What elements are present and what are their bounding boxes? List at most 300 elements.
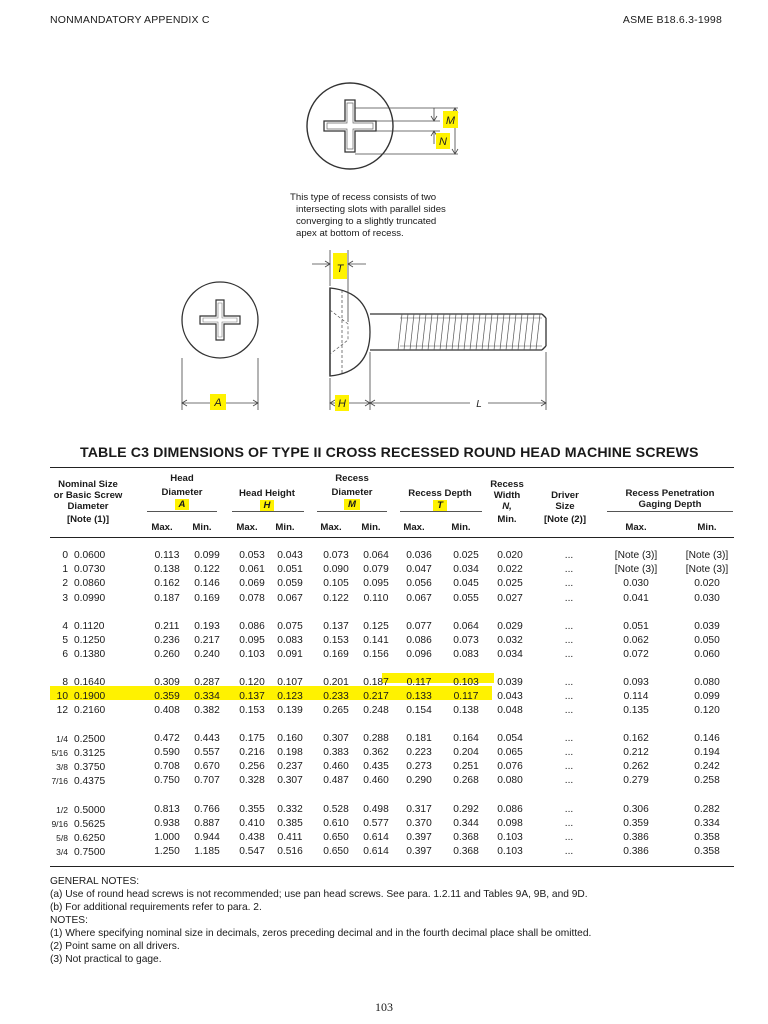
cell-m-min: 0.187 <box>363 677 389 688</box>
cell-p-min: 0.099 <box>694 691 720 702</box>
size-number: 9/16 <box>51 819 68 829</box>
recess-note-line: apex at bottom of recess. <box>296 228 404 239</box>
cell-h-min: 0.160 <box>277 733 303 744</box>
cell-t-min: 0.368 <box>453 832 479 843</box>
cell-n-min: 0.080 <box>497 775 523 786</box>
cell-m-min: 0.110 <box>363 593 389 604</box>
cell-h-min: 0.123 <box>277 691 303 702</box>
dim-label-l: L <box>476 399 482 410</box>
dim-label-t: T <box>336 263 344 275</box>
size-number: 5/8 <box>56 833 68 843</box>
cell-m-min: 0.498 <box>363 804 389 815</box>
cell-m-max: 0.122 <box>323 593 349 604</box>
cell-nominal-size <box>48 577 128 591</box>
cell-t-min: 0.025 <box>453 550 479 561</box>
cell-m-min: 0.248 <box>363 705 389 716</box>
cell-n-min: 0.025 <box>497 578 523 589</box>
table-row <box>0 831 768 845</box>
cell-driver: ... <box>564 804 574 815</box>
cell-t-max: 0.056 <box>406 578 432 589</box>
cell-t-max: 0.370 <box>406 818 432 829</box>
thread-lines <box>398 314 540 350</box>
dim-label-m: M <box>445 115 456 127</box>
cell-m-max: 0.233 <box>323 691 349 702</box>
cell-p-max: 0.359 <box>623 818 649 829</box>
table-bottom-rule <box>50 866 734 867</box>
cell-t-min: 0.055 <box>453 593 479 604</box>
cell-p-min: 0.020 <box>694 578 720 589</box>
cell-a-min: 0.287 <box>194 677 220 688</box>
cell-driver: ... <box>564 677 574 688</box>
cell-a-min: 0.146 <box>194 578 220 589</box>
cell-m-max: 0.153 <box>323 635 349 646</box>
appendix-header: NONMANDATORY APPENDIX C <box>50 14 210 26</box>
cell-p-max: 0.262 <box>623 761 649 772</box>
cell-m-min: 0.064 <box>363 550 389 561</box>
cell-p-min: 0.334 <box>694 818 720 829</box>
table-row <box>0 549 768 563</box>
cell-h-min: 0.051 <box>277 564 303 575</box>
recess-description <box>290 192 520 240</box>
header-head-diameter: Head Diameter A <box>161 473 203 510</box>
cell-t-min: 0.164 <box>453 733 479 744</box>
cell-driver: ... <box>564 649 574 660</box>
cell-t-min: 0.034 <box>453 564 479 575</box>
basic-diameter: 0.5000 <box>74 805 106 816</box>
cell-n-min: 0.054 <box>497 733 523 744</box>
cell-m-max: 0.460 <box>323 761 349 772</box>
header-min: Min. <box>275 522 295 533</box>
table-row <box>0 746 768 760</box>
basic-diameter: 0.1900 <box>74 691 106 702</box>
dim-label-h: H <box>338 398 346 410</box>
cell-p-min: 0.358 <box>694 846 720 857</box>
cell-h-max: 0.069 <box>239 578 265 589</box>
table-row <box>0 760 768 774</box>
cell-n-min: 0.022 <box>497 564 523 575</box>
cell-p-min: [Note (3)] <box>685 550 729 561</box>
cell-driver: ... <box>564 818 574 829</box>
cell-a-max: 0.138 <box>154 564 180 575</box>
cell-a-max: 1.000 <box>154 832 180 843</box>
cell-t-max: 0.223 <box>406 747 432 758</box>
cell-h-max: 0.053 <box>239 550 265 561</box>
cell-h-max: 0.438 <box>239 832 265 843</box>
cell-t-max: 0.290 <box>406 775 432 786</box>
cell-t-max: 0.133 <box>406 691 432 702</box>
cell-h-max: 0.061 <box>239 564 265 575</box>
cell-t-min: 0.083 <box>453 649 479 660</box>
cell-t-min: 0.103 <box>453 677 479 688</box>
cell-p-max: 0.041 <box>623 593 649 604</box>
cell-h-min: 0.043 <box>277 550 303 561</box>
cell-n-min: 0.103 <box>497 846 523 857</box>
cell-t-max: 0.154 <box>406 705 432 716</box>
cell-m-min: 0.614 <box>363 846 389 857</box>
header-max: Max. <box>320 522 342 533</box>
cell-nominal-size <box>48 704 128 718</box>
cell-p-min: 0.358 <box>694 832 720 843</box>
recess-note-line: This type of recess consists of two <box>290 192 437 203</box>
cell-driver: ... <box>564 635 574 646</box>
cell-driver: ... <box>564 621 574 632</box>
cell-t-min: 0.138 <box>453 705 479 716</box>
cell-p-max: 0.386 <box>623 846 649 857</box>
cell-nominal-size <box>48 803 128 818</box>
cell-p-min: 0.050 <box>694 635 720 646</box>
cell-n-min: 0.048 <box>497 705 523 716</box>
basic-diameter: 0.7500 <box>74 847 106 858</box>
cell-nominal-size <box>48 620 128 634</box>
cell-h-min: 0.107 <box>277 677 303 688</box>
cell-h-max: 0.547 <box>239 846 265 857</box>
notes-title: NOTES: <box>50 915 88 926</box>
cell-nominal-size <box>48 760 128 775</box>
general-note: (b) For additional requirements refer to para. 2. <box>50 902 262 913</box>
cell-t-min: 0.117 <box>453 691 479 702</box>
size-number: 0 <box>62 550 68 561</box>
cell-p-max: 0.212 <box>623 747 649 758</box>
header-underline <box>607 511 733 512</box>
cell-a-min: 0.169 <box>194 593 220 604</box>
cell-p-min: 0.039 <box>694 621 720 632</box>
cell-t-max: 0.086 <box>406 635 432 646</box>
cell-m-min: 0.217 <box>363 691 389 702</box>
cell-m-min: 0.095 <box>363 578 389 589</box>
cell-m-max: 0.487 <box>323 775 349 786</box>
cell-h-min: 0.139 <box>277 705 303 716</box>
cell-t-max: 0.047 <box>406 564 432 575</box>
cell-n-min: 0.029 <box>497 621 523 632</box>
cell-m-min: 0.141 <box>363 635 389 646</box>
cell-p-max: 0.093 <box>623 677 649 688</box>
cell-a-min: 0.944 <box>194 832 220 843</box>
cell-h-min: 0.516 <box>277 846 303 857</box>
basic-diameter: 0.1380 <box>74 649 106 660</box>
cell-t-max: 0.096 <box>406 649 432 660</box>
size-number: 1/2 <box>56 805 68 815</box>
recess-note-line: converging to a slightly truncated <box>296 216 437 227</box>
size-number: 2 <box>62 578 68 589</box>
table-title: TABLE C3 DIMENSIONS OF TYPE II CROSS RECESSED ROUND HEAD MACHINE SCREWS <box>80 445 699 461</box>
cell-driver: ... <box>564 747 574 758</box>
cell-p-max: 0.072 <box>623 649 649 660</box>
cell-t-min: 0.064 <box>453 621 479 632</box>
table-row <box>0 732 768 746</box>
cell-t-min: 0.344 <box>453 818 479 829</box>
cell-m-min: 0.156 <box>363 649 389 660</box>
notes-section <box>50 875 591 966</box>
cell-p-min: 0.060 <box>694 649 720 660</box>
size-number: 5/16 <box>51 748 68 758</box>
cell-p-max: 0.162 <box>623 733 649 744</box>
screw-views-figure <box>170 250 550 420</box>
cell-p-max: 0.386 <box>623 832 649 843</box>
cell-m-max: 0.090 <box>323 564 349 575</box>
header-min: Min. <box>451 522 471 533</box>
cell-t-min: 0.073 <box>453 635 479 646</box>
dim-label-a: A <box>214 397 222 409</box>
cell-p-max: 0.062 <box>623 635 649 646</box>
cell-h-min: 0.067 <box>277 593 303 604</box>
table-row <box>0 563 768 577</box>
cell-m-min: 0.125 <box>363 621 389 632</box>
size-number: 5 <box>62 635 68 646</box>
cell-a-max: 0.211 <box>154 621 180 632</box>
cell-t-max: 0.067 <box>406 593 432 604</box>
table-top-rule <box>50 467 734 468</box>
header-nominal-size: Nominal Size or Basic Screw Diameter [Note (1)] <box>53 479 123 525</box>
basic-diameter: 0.6250 <box>74 833 106 844</box>
cell-nominal-size <box>48 774 128 789</box>
cell-h-min: 0.091 <box>277 649 303 660</box>
header-underline <box>147 511 217 512</box>
table-row <box>0 690 768 704</box>
cell-m-max: 0.265 <box>323 705 349 716</box>
cell-t-min: 0.204 <box>453 747 479 758</box>
cell-t-min: 0.292 <box>453 804 479 815</box>
table-row <box>0 704 768 718</box>
cell-n-min: 0.043 <box>497 691 523 702</box>
cell-a-max: 1.250 <box>154 846 180 857</box>
cell-driver: ... <box>564 761 574 772</box>
cell-t-max: 0.397 <box>406 832 432 843</box>
page-number: 103 <box>375 1000 393 1014</box>
header-underline <box>232 511 304 512</box>
cell-n-min: 0.032 <box>497 635 523 646</box>
header-head-height: Head Height H <box>239 488 295 511</box>
cell-nominal-size <box>48 592 128 606</box>
cell-driver: ... <box>564 832 574 843</box>
cell-nominal-size <box>48 831 128 846</box>
cell-p-min: 0.080 <box>694 677 720 688</box>
cell-nominal-size <box>48 817 128 832</box>
cell-m-min: 0.577 <box>363 818 389 829</box>
header-max: Max. <box>625 522 647 533</box>
size-number: 10 <box>56 691 68 702</box>
table-row <box>0 817 768 831</box>
cell-a-max: 0.260 <box>154 649 180 660</box>
basic-diameter: 0.2500 <box>74 734 106 745</box>
cell-nominal-size <box>48 648 128 662</box>
cell-h-min: 0.411 <box>277 832 303 843</box>
symbol-m: M <box>344 499 360 510</box>
cell-n-min: 0.103 <box>497 832 523 843</box>
cell-h-min: 0.083 <box>277 635 303 646</box>
cell-p-min: 0.258 <box>694 775 720 786</box>
cell-h-max: 0.216 <box>239 747 265 758</box>
cell-p-min: 0.194 <box>694 747 720 758</box>
cell-h-max: 0.120 <box>239 677 265 688</box>
cell-h-max: 0.153 <box>239 705 265 716</box>
table-row <box>0 634 768 648</box>
cell-a-max: 0.750 <box>154 775 180 786</box>
cell-t-max: 0.397 <box>406 846 432 857</box>
symbol-a: A <box>175 499 190 510</box>
cell-h-min: 0.307 <box>277 775 303 786</box>
cell-t-max: 0.117 <box>406 677 432 688</box>
cell-h-max: 0.137 <box>239 691 265 702</box>
cell-t-max: 0.273 <box>406 761 432 772</box>
cell-a-min: 0.099 <box>194 550 220 561</box>
cell-n-min: 0.076 <box>497 761 523 772</box>
cell-a-min: 1.185 <box>194 846 220 857</box>
cell-a-min: 0.557 <box>194 747 220 758</box>
header-min: Min. <box>361 522 381 533</box>
cell-p-min: 0.146 <box>694 733 720 744</box>
basic-diameter: 0.2160 <box>74 705 106 716</box>
cell-m-min: 0.460 <box>363 775 389 786</box>
size-number: 3/4 <box>56 847 68 857</box>
size-number: 4 <box>62 621 68 632</box>
general-note: (a) Use of round head screws is not recommended; use pan head screws. See para. 1.2.11 and Tables 9A, 9B, and 9D. <box>50 889 588 900</box>
header-max: Max. <box>403 522 425 533</box>
cell-a-max: 0.162 <box>154 578 180 589</box>
cell-t-min: 0.045 <box>453 578 479 589</box>
cell-m-max: 0.137 <box>323 621 349 632</box>
cell-a-max: 0.938 <box>154 818 180 829</box>
header-max: Max. <box>151 522 173 533</box>
cell-nominal-size <box>48 732 128 747</box>
cell-m-max: 0.307 <box>323 733 349 744</box>
cell-a-min: 0.707 <box>194 775 220 786</box>
cell-m-max: 0.610 <box>323 818 349 829</box>
standard-number: ASME B18.6.3-1998 <box>622 14 722 26</box>
table-row <box>0 845 768 859</box>
cell-h-min: 0.198 <box>277 747 303 758</box>
header-recess-depth: Recess Depth T <box>408 488 472 511</box>
cell-a-min: 0.670 <box>194 761 220 772</box>
cell-a-min: 0.193 <box>194 621 220 632</box>
cell-a-max: 0.187 <box>154 593 180 604</box>
cell-h-max: 0.328 <box>239 775 265 786</box>
cell-p-max: [Note (3)] <box>614 550 658 561</box>
cell-n-min: 0.027 <box>497 593 523 604</box>
cell-p-max: 0.135 <box>623 705 649 716</box>
basic-diameter: 0.0730 <box>74 564 106 575</box>
cell-t-min: 0.251 <box>453 761 479 772</box>
symbol-t: T <box>433 500 447 511</box>
header-penetration: Recess Penetration Gaging Depth <box>625 488 715 510</box>
cell-p-max: 0.030 <box>623 578 649 589</box>
cell-nominal-size <box>48 676 128 690</box>
cell-nominal-size <box>48 690 128 704</box>
basic-diameter: 0.3750 <box>74 762 106 773</box>
basic-diameter: 0.1120 <box>74 621 105 632</box>
size-number: 6 <box>62 649 68 660</box>
table-row <box>0 592 768 606</box>
cell-a-max: 0.813 <box>154 804 180 815</box>
cell-m-min: 0.288 <box>363 733 389 744</box>
cell-m-min: 0.614 <box>363 832 389 843</box>
cell-h-min: 0.332 <box>277 804 303 815</box>
cell-nominal-size <box>48 563 128 577</box>
table-row <box>0 620 768 634</box>
cell-p-max: [Note (3)] <box>614 564 658 575</box>
cell-h-max: 0.103 <box>239 649 265 660</box>
table-row <box>0 648 768 662</box>
size-number: 8 <box>62 677 68 688</box>
header-max: Max. <box>236 522 258 533</box>
basic-diameter: 0.1640 <box>74 677 106 688</box>
cell-n-min: 0.034 <box>497 649 523 660</box>
table-row <box>0 803 768 817</box>
basic-diameter: 0.0860 <box>74 578 106 589</box>
cell-a-max: 0.236 <box>154 635 180 646</box>
cell-t-min: 0.368 <box>453 846 479 857</box>
header-min: Min. <box>697 522 717 533</box>
size-number: 1/4 <box>56 734 68 744</box>
header-recess-diameter: Recess Diameter M <box>331 473 373 510</box>
size-number: 12 <box>56 705 68 716</box>
cell-t-max: 0.036 <box>406 550 432 561</box>
cell-nominal-size <box>48 634 128 648</box>
cell-a-min: 0.217 <box>194 635 220 646</box>
basic-diameter: 0.5625 <box>74 819 106 830</box>
cell-driver: ... <box>564 691 574 702</box>
basic-diameter: 0.0990 <box>74 593 106 604</box>
basic-diameter: 0.4375 <box>74 776 106 787</box>
cell-n-min: 0.065 <box>497 747 523 758</box>
cell-t-max: 0.077 <box>406 621 432 632</box>
cell-a-max: 0.309 <box>154 677 180 688</box>
cell-p-min: 0.120 <box>694 705 720 716</box>
table-row <box>0 676 768 690</box>
cell-m-min: 0.435 <box>363 761 389 772</box>
header-underline <box>317 511 387 512</box>
cell-a-min: 0.887 <box>194 818 220 829</box>
cell-nominal-size <box>48 845 128 860</box>
cell-m-max: 0.201 <box>323 677 349 688</box>
cell-n-min: 0.020 <box>497 550 523 561</box>
cell-m-max: 0.169 <box>323 649 349 660</box>
cell-h-max: 0.410 <box>239 818 265 829</box>
cell-driver: ... <box>564 775 574 786</box>
cell-p-min: 0.030 <box>694 593 720 604</box>
cell-a-min: 0.766 <box>194 804 220 815</box>
cell-t-min: 0.268 <box>453 775 479 786</box>
cell-h-min: 0.075 <box>277 621 303 632</box>
note: (3) Not practical to gage. <box>50 954 162 965</box>
note: (1) Where specifying nominal size in decimals, zeros preceding decimal and in the fourth decimal place shall be omitted. <box>50 928 592 939</box>
cell-a-max: 0.708 <box>154 761 180 772</box>
cell-p-max: 0.051 <box>623 621 649 632</box>
basic-diameter: 0.0600 <box>74 550 106 561</box>
cell-nominal-size <box>48 549 128 563</box>
cell-nominal-size <box>48 746 128 761</box>
size-number: 3/8 <box>56 762 68 772</box>
cell-a-min: 0.382 <box>194 705 220 716</box>
cell-m-max: 0.383 <box>323 747 349 758</box>
cell-driver: ... <box>564 705 574 716</box>
cell-h-max: 0.078 <box>239 593 265 604</box>
cell-n-min: 0.098 <box>497 818 523 829</box>
cell-driver: ... <box>564 846 574 857</box>
cell-h-min: 0.237 <box>277 761 303 772</box>
header-underline <box>400 511 482 512</box>
cell-a-min: 0.443 <box>194 733 220 744</box>
general-notes-title: GENERAL NOTES: <box>50 876 140 887</box>
size-number: 1 <box>62 564 68 575</box>
basic-diameter: 0.1250 <box>74 635 106 646</box>
cell-driver: ... <box>564 593 574 604</box>
table-row <box>0 774 768 788</box>
table-row <box>0 577 768 591</box>
cell-h-max: 0.086 <box>239 621 265 632</box>
cell-n-min: 0.086 <box>497 804 523 815</box>
dim-label-n: N <box>439 136 447 148</box>
cell-m-min: 0.079 <box>363 564 389 575</box>
